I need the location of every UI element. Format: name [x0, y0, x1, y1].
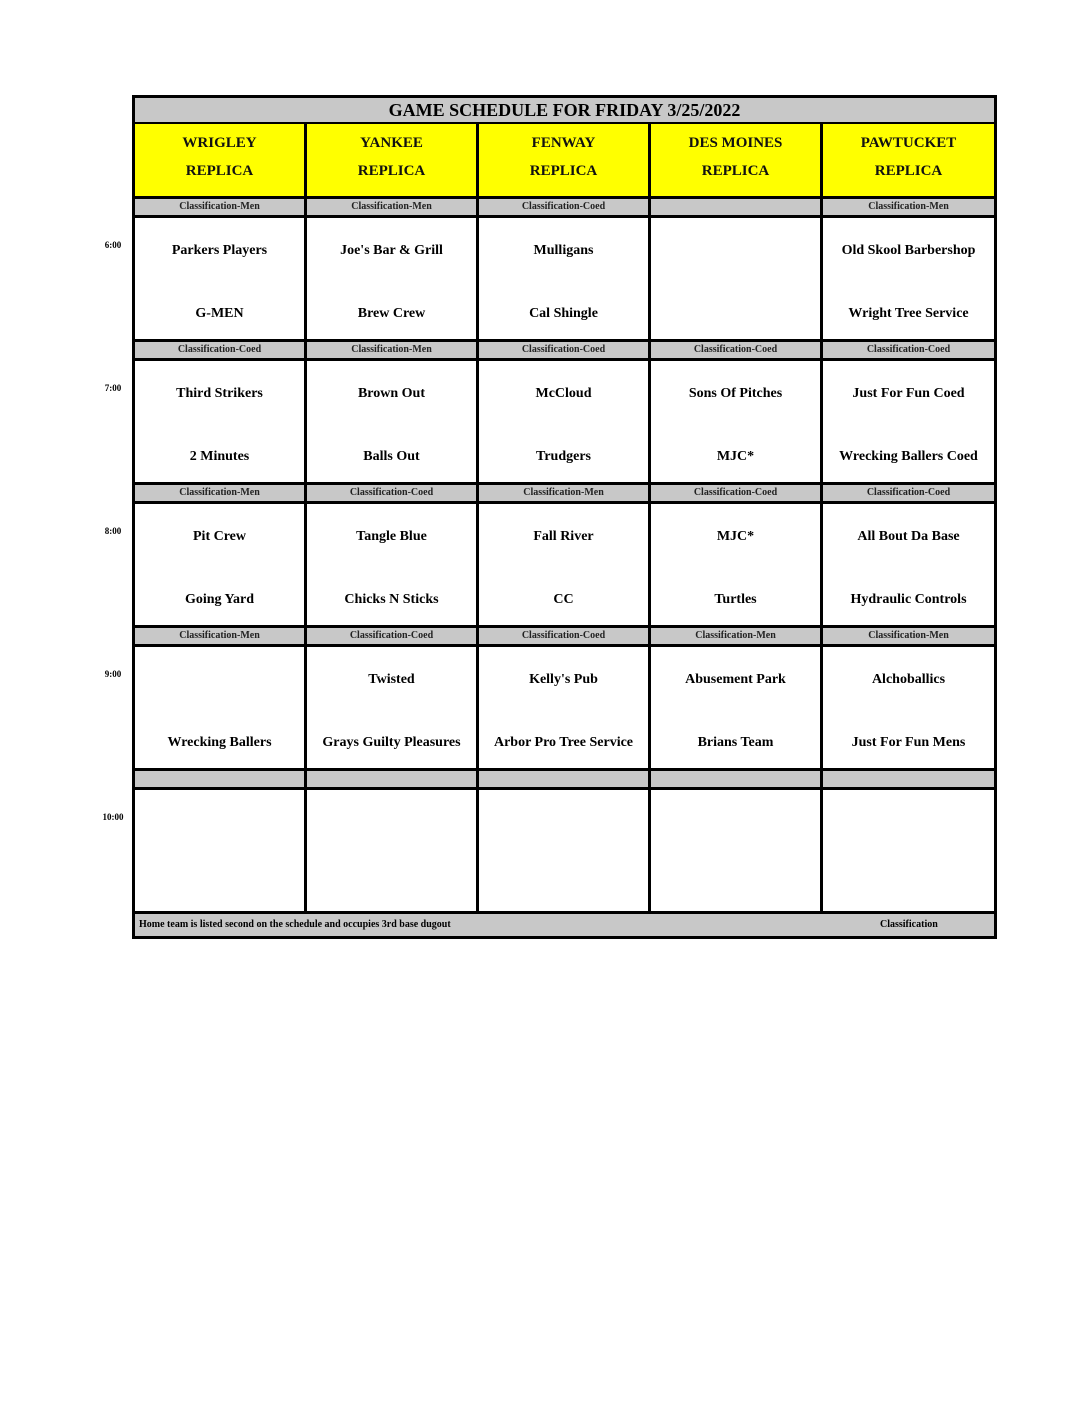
- field-header: [651, 124, 823, 196]
- classification-label: [651, 771, 823, 787]
- field-subtitle: REPLICA: [185, 163, 254, 179]
- field-header: [135, 124, 307, 196]
- game-cell: [135, 790, 307, 911]
- home-team: Trudgers: [536, 449, 591, 464]
- game-cell: [651, 218, 823, 339]
- game-cell: [135, 361, 307, 482]
- away-team: Joe's Bar & Grill: [340, 243, 443, 258]
- classification-label: [823, 771, 994, 787]
- away-team: MJC*: [716, 529, 755, 544]
- classification-label: Classification-Coed: [823, 342, 994, 358]
- game-cell: [307, 647, 479, 768]
- classification-label: Classification-Men: [135, 199, 307, 215]
- classification-label: Classification-Coed: [479, 199, 651, 215]
- away-team: Tangle Blue: [356, 529, 427, 544]
- field-header: [307, 124, 479, 196]
- game-cell: [479, 790, 651, 911]
- home-team: Wright Tree Service: [848, 306, 969, 321]
- schedule-table: [132, 95, 997, 939]
- classification-label: Classification-Coed: [651, 485, 823, 501]
- classification-label: Classification-Coed: [479, 628, 651, 644]
- classification-label: [651, 199, 823, 215]
- classification-label: Classification-Coed: [307, 628, 479, 644]
- game-cell: [479, 218, 651, 339]
- home-team: Hydraulic Controls: [850, 592, 967, 607]
- away-team: Fall River: [533, 529, 594, 544]
- classification-label: Classification-Men: [823, 199, 994, 215]
- home-team: Just For Fun Mens: [851, 735, 966, 750]
- schedule-footer: [135, 914, 994, 936]
- game-cell: [135, 647, 307, 768]
- game-cell: [307, 218, 479, 339]
- game-cell: [651, 361, 823, 482]
- classification-row: [135, 771, 994, 790]
- game-cell: [307, 361, 479, 482]
- field-subtitle: REPLICA: [701, 163, 770, 179]
- field-subtitle: REPLICA: [529, 163, 598, 179]
- classification-label: Classification-Coed: [135, 342, 307, 358]
- classification-row: [135, 485, 994, 504]
- away-team: Mulligans: [533, 243, 594, 258]
- home-team: Brians Team: [697, 735, 774, 750]
- away-team: Twisted: [368, 672, 415, 687]
- classification-label: Classification-Men: [651, 628, 823, 644]
- away-team: All Bout Da Base: [857, 529, 960, 544]
- time-label-6: 6:00: [104, 240, 122, 250]
- away-team: Alchoballics: [871, 672, 946, 687]
- game-row: [135, 647, 994, 771]
- home-team: Cal Shingle: [529, 306, 598, 321]
- away-team: Abusement Park: [685, 672, 786, 687]
- away-team: Just For Fun Coed: [852, 386, 965, 401]
- game-cell: [135, 218, 307, 339]
- game-cell: [651, 790, 823, 911]
- away-team: Brown Out: [357, 386, 426, 401]
- home-team: G-MEN: [195, 306, 244, 321]
- game-cell: [479, 361, 651, 482]
- home-team: Wrecking Ballers Coed: [839, 449, 978, 464]
- game-cell: [479, 504, 651, 625]
- home-team-note: Home team is listed second on the schedule and occupies 3rd base dugout: [139, 919, 451, 930]
- classification-label: [135, 771, 307, 787]
- game-row: [135, 504, 994, 628]
- classification-label: Classification-Coed: [307, 485, 479, 501]
- classification-label: Classification-Men: [135, 628, 307, 644]
- time-label-9: 9:00: [104, 669, 122, 679]
- home-team: Grays Guilty Pleasures: [322, 735, 461, 750]
- game-row: [135, 218, 994, 342]
- classification-label: Classification-Men: [307, 342, 479, 358]
- home-team: Going Yard: [184, 592, 255, 607]
- home-team: Wrecking Ballers: [167, 735, 272, 750]
- game-cell: [823, 790, 994, 911]
- away-team: McCloud: [535, 386, 592, 401]
- game-cell: [307, 504, 479, 625]
- home-team: Arbor Pro Tree Service: [493, 735, 634, 750]
- classification-row: [135, 628, 994, 647]
- field-name: PAWTUCKET: [860, 135, 957, 151]
- schedule-title: GAME SCHEDULE FOR FRIDAY 3/25/2022: [135, 98, 994, 124]
- game-cell: [823, 361, 994, 482]
- field-subtitle: REPLICA: [874, 163, 943, 179]
- field-name: YANKEE: [360, 135, 423, 151]
- classification-row: [135, 199, 994, 218]
- field-name: WRIGLEY: [182, 135, 257, 151]
- classification-label: Classification-Men: [307, 199, 479, 215]
- away-team: Pit Crew: [193, 529, 246, 544]
- game-cell: [651, 504, 823, 625]
- time-label-7: 7:00: [104, 383, 122, 393]
- game-cell: [823, 504, 994, 625]
- classification-label: [307, 771, 479, 787]
- game-cell: [479, 647, 651, 768]
- classification-label: [479, 771, 651, 787]
- home-team: 2 Minutes: [189, 449, 250, 464]
- home-team: Chicks N Sticks: [344, 592, 439, 607]
- game-cell: [651, 647, 823, 768]
- classification-label: Classification-Men: [135, 485, 307, 501]
- game-cell: [307, 790, 479, 911]
- field-name: DES MOINES: [688, 135, 783, 151]
- away-team: Sons Of Pitches: [688, 386, 783, 401]
- footer-classification: Classification: [880, 919, 938, 930]
- home-team: MJC*: [716, 449, 755, 464]
- game-cell: [135, 504, 307, 625]
- game-cell: [823, 218, 994, 339]
- game-row: [135, 790, 994, 914]
- classification-label: Classification-Coed: [479, 342, 651, 358]
- field-header: [823, 124, 994, 196]
- game-cell: [823, 647, 994, 768]
- field-subtitle: REPLICA: [357, 163, 426, 179]
- classification-label: Classification-Men: [479, 485, 651, 501]
- field-name: FENWAY: [531, 135, 596, 151]
- game-row: [135, 361, 994, 485]
- away-team: Third Strikers: [176, 386, 263, 401]
- field-header: [479, 124, 651, 196]
- classification-row: [135, 342, 994, 361]
- away-team: Old Skool Barbershop: [841, 243, 976, 258]
- home-team: CC: [553, 592, 574, 607]
- time-label-8: 8:00: [104, 526, 122, 536]
- field-header-row: [135, 124, 994, 199]
- home-team: Brew Crew: [357, 306, 426, 321]
- classification-label: Classification-Coed: [651, 342, 823, 358]
- classification-label: Classification-Coed: [823, 485, 994, 501]
- home-team: Turtles: [714, 592, 757, 607]
- away-team: Parkers Players: [171, 243, 268, 258]
- time-label-10: 10:00: [102, 812, 124, 822]
- home-team: Balls Out: [363, 449, 420, 464]
- classification-label: Classification-Men: [823, 628, 994, 644]
- away-team: Kelly's Pub: [529, 672, 598, 687]
